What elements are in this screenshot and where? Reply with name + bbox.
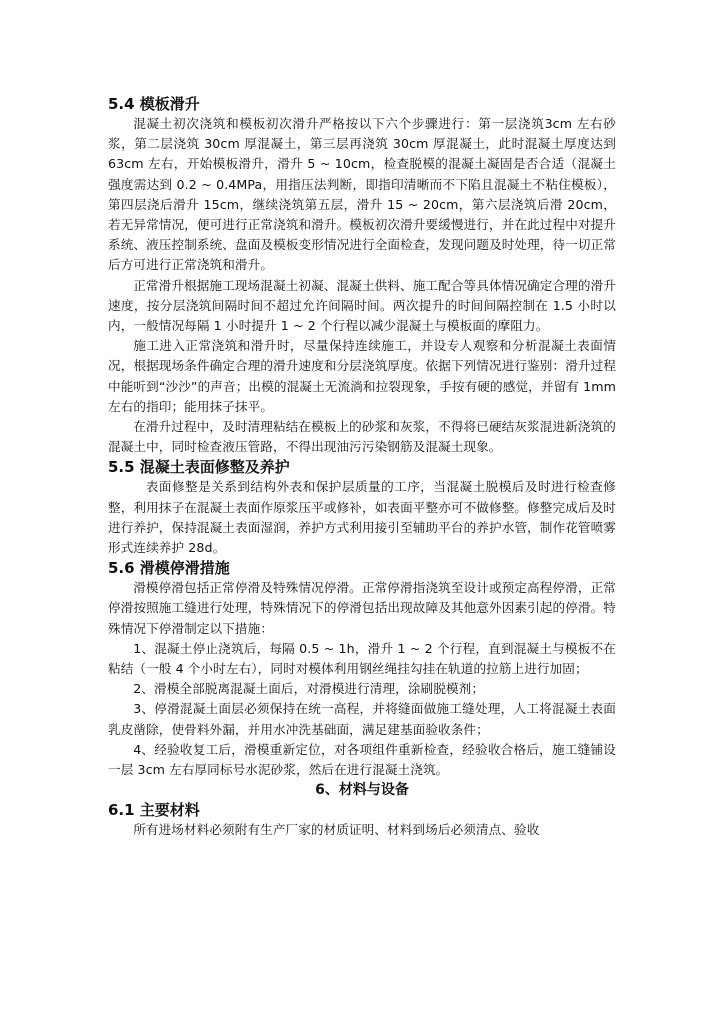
paragraph: 在滑升过程中，及时清理粘结在模板上的砂浆和灰浆，不得将已硬结灰浆混进新浇筑的混凝土中，同时检查液压管路，不得出现油污污染钢筋及混凝土现象。	[108, 419, 616, 455]
paragraph: 滑模停滑包括正常停滑及特殊情况停滑。正常停滑指浇筑至设计或预定高程停滑，正常停滑按照施工缝进行处理，特殊情况下的停滑包括出现故障及其他意外因素引起的停滑。特殊情况下停滑制定以下措施：	[108, 580, 616, 636]
list-item: 1、混凝土停止浇筑后，每隔 0.5 ~ 1h，滑升 1 ~ 2 个行程，直到混凝土与模板不在粘结（一般 4 个小时左右），同时对模体利用钢丝绳挂勾挂在轨道的拉筋上进行加固；	[108, 640, 616, 677]
list-item: 2、滑模全部脱离混凝土面后，对滑模进行清理，涂刷脱模剂；	[133, 681, 485, 697]
chapter-heading-6: 6、材料与设备	[315, 782, 409, 799]
paragraph: 表面修整是关系到结构外表和保护层质量的工序，当混凝土脱模后及时进行检查修整，利用抹子在混凝土表面作原浆压平或修补，如表面平整亦可不做修整。修整完成后及时进行养护，保持混凝土表面湿润，养护方式利用接引至辅助平台的养护水管，制作花管喷雾形式连续养护 28d。	[108, 479, 616, 556]
section-heading-5-5: 5.5 混凝土表面修整及养护	[108, 458, 290, 477]
section-heading-6-1: 6.1 主要材料	[108, 801, 200, 820]
paragraph: 所有进场材料必须附有生产厂家的材质证明、材料到场后必须清点、验收	[133, 822, 540, 838]
paragraph: 混凝土初次浇筑和模板初次滑升严格按以下六个步骤进行：第一层浇筑3cm 左右砂浆，第二层浇筑 30cm 厚混凝土，第三层再浇筑 30cm 厚混凝土，此时混凝土厚度达到 63cm 左右，开始模板滑升，滑升 5 ~ 10cm，检查脱模的混凝土凝固是否合适（混凝土强度需达到 0.2 ~ 0.4MPa，用指压法判断，即指印清晰而不下陷且混凝土不粘住模板），第四层浇后滑升 15cm，继续浇筑第五层，滑升 15 ~ 20cm，第六层浇筑后滑 20cm，若无异常情况，便可进行正常浇筑和滑升。模板初次滑升要缓慢进行，并在此过程中对提升系统、液压控制系统、盘面及模板变形情况进行全面检查，发现问题及时处理，待一切正常后方可进行正常浇筑和滑升。	[108, 116, 616, 273]
list-item: 4、经验收复工后，滑模重新定位，对各项组件重新检查，经验收合格后，施工缝铺设一层 3cm 左右厚同标号水泥砂浆，然后在进行混凝土浇筑。	[108, 741, 616, 778]
paragraph: 正常滑升根据施工现场混凝土初凝、混凝土供料、施工配合等具体情况确定合理的滑升速度，按分层浇筑间隔时间不超过允许间隔时间。两次提升的时间间隔控制在 1.5 小时以内，一般情况每隔 1 小时提升 1 ~ 2 个行程以减少混凝土与模板面的摩阻力。	[108, 277, 616, 334]
paragraph: 施工进入正常浇筑和滑升时，尽量保持连续施工，并设专人观察和分析混凝土表面情况，根据现场条件确定合理的滑升速度和分层浇筑厚度。依据下列情况进行鉴别：滑升过程中能听到“沙沙”的声音；出模的混凝土无流淌和拉裂现象，手按有硬的感觉，并留有 1mm 左右的指印；能用抹子抹平。	[108, 338, 616, 414]
section-heading-5-6: 5.6 滑模停滑措施	[108, 559, 230, 578]
section-heading-5-4: 5.4 模板滑升	[108, 95, 200, 113]
document-page	[108, 94, 616, 841]
list-item: 3、停滑混凝土面层必须保持在统一高程，并将缝面做施工缝处理，人工将混凝土表面乳皮凿除，使骨料外漏，并用水冲洗基础面，满足建基面验收条件；	[108, 701, 616, 737]
